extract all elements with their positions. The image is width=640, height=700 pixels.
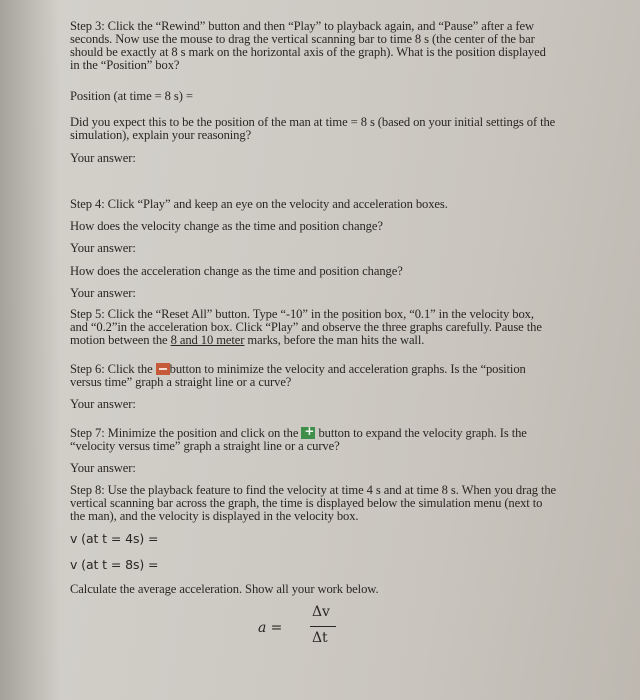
step4-question-velocity: How does the velocity change as the time and position change? <box>70 219 383 233</box>
formula-numerator: Δv <box>312 604 330 620</box>
step4-answer-acceleration[interactable]: Your answer: <box>70 286 136 300</box>
velocity-at-8s-field[interactable]: v (at t = 8s) = <box>70 557 159 572</box>
step3-line: seconds. Now use the mouse to drag the vertical scanning bar to time 8 s (the center of the bar <box>70 32 535 46</box>
step3-instructions <box>70 20 590 72</box>
expand-icon <box>301 427 315 439</box>
step8-calculation-prompt: Calculate the average acceleration. Show all your work below. <box>70 582 379 596</box>
step3-question: Did you expect this to be the position of the man at time = 8 s (based on your initial settings of the simulation), explain your reasoning? <box>70 115 556 142</box>
step3-line: Step 3: Click the “Rewind” button and then “Play” to playback again, and “Pause” after a few <box>70 19 534 33</box>
step3-position-label: Position (at time = 8 s) = <box>70 89 193 103</box>
step3-line: should be exactly at 8 s mark on the horizontal axis of the graph). What is the position displayed <box>70 45 546 59</box>
fraction-bar <box>310 626 336 627</box>
minimize-icon <box>156 363 170 375</box>
step5-underlined-range: 8 and 10 meter <box>170 333 245 347</box>
step4-question-acceleration: How does the acceleration change as the time and position change? <box>70 264 403 278</box>
step4-heading: Step 4: Click “Play” and keep an eye on the velocity and acceleration boxes. <box>70 197 448 211</box>
step7-instructions: Step 7: Minimize the position and click on the + button to expand the velocity graph. Is the “velocity versus time” graph a straight line or a curve? <box>70 427 590 453</box>
step6-answer-field[interactable]: Your answer: <box>70 397 136 411</box>
acceleration-formula <box>258 606 378 654</box>
formula-denominator: Δt <box>312 630 328 646</box>
step3-line: in the “Position” box? <box>70 58 180 72</box>
step8-instructions: Step 8: Use the playback feature to find the velocity at time 4 s and at time 8 s. When you drag the vertical scanning bar across the graph, the time is displayed below the simulation menu (next to the man), and the velocity is displayed in the velocity box. <box>70 483 557 523</box>
step6-instructions: Step 6: Click the button to minimize the velocity and acceleration graphs. Is the “position versus time” graph a straight line or a curve? <box>70 362 526 389</box>
step7-answer-field[interactable]: Your answer: <box>70 461 136 475</box>
velocity-at-4s-field[interactable]: v (at t = 4s) = <box>70 531 159 546</box>
step4-answer-velocity[interactable]: Your answer: <box>70 241 136 255</box>
step3-answer-field[interactable]: Your answer: <box>70 151 136 165</box>
formula-lhs: a = <box>258 620 283 636</box>
step5-instructions: Step 5: Click the “Reset All” button. Type “-10” in the position box, “0.1” in the velocity box, and “0.2”in the acceleration box. Click “Play” and observe the three graphs carefully. Pause the motion between the 8 and 10 meter marks, before the man hits the wall. <box>70 307 542 347</box>
